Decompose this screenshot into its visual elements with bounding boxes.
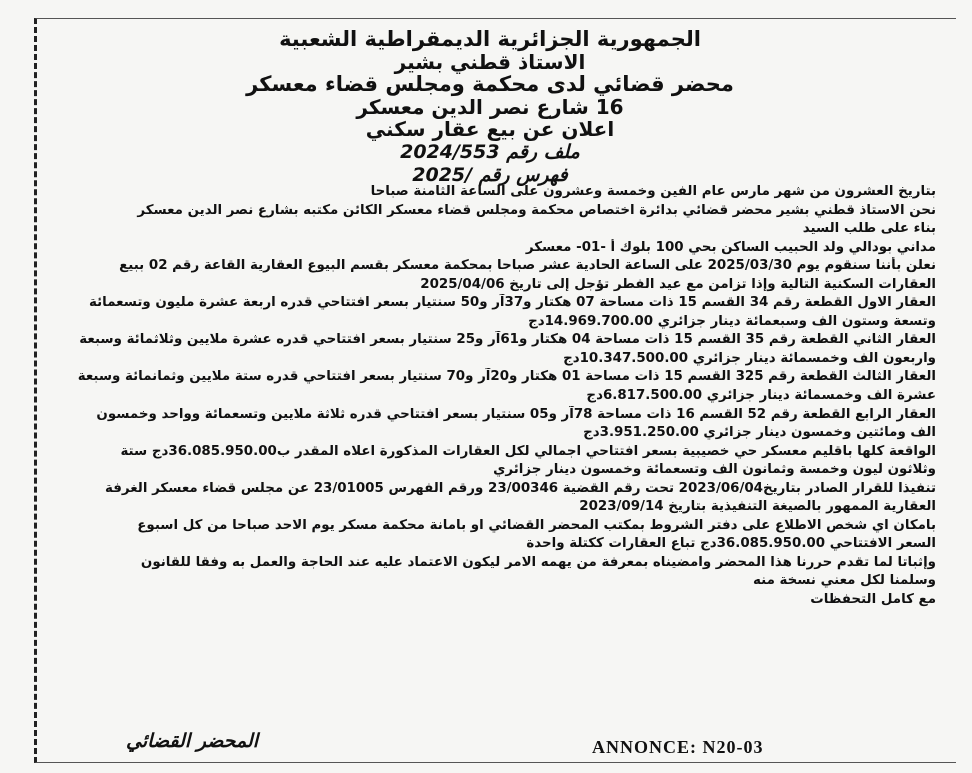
file-number: ملف رقم 2024/553 xyxy=(400,140,580,163)
notice-title: اعلان عن بيع عقار سكني xyxy=(365,117,615,142)
body-line: العقارية الممهور بالصيغة التنفيذية بتاريخ 2023/09/14 xyxy=(579,499,936,515)
body-line: العقارات السكنية التالية وإذا تزامن مع عيد الفطر تؤجل إلى تاريخ 2025/04/06 xyxy=(420,276,936,292)
body-line: مداني بودالي ولد الحبيب الساكن بحي 100 بلوك أ -01- معسكر xyxy=(525,239,936,255)
index-number: فهرس رقم /2025 xyxy=(412,163,568,186)
annonce-number: ANNONCE: N20-03 xyxy=(592,737,764,757)
bailiff-name: الاستاذ قطني بشير xyxy=(394,49,586,74)
bailiff-signature: المحضر القضائي xyxy=(126,730,258,752)
body-line: العقار الثاني القطعة رقم 35 القسم 15 ذات مساحة 04 هكتار و61آر و25 سنتيار بسعر افتتاحي قدره عشرة ملايين وثلاثمائة وسبعة xyxy=(79,332,936,348)
body-line: الف ومائتين وخمسون دينار جزائري 3.951.250.00دج xyxy=(583,425,936,441)
body-line: مع كامل التحفظات xyxy=(810,592,936,608)
body-line: العقار الرابع القطعة رقم 52 القسم 16 ذات مساحة 78آر و05 سنتيار بسعر افتتاحي قدره ثلاثة ملايين وتسعمائة وواحد وخمسون xyxy=(96,406,936,422)
body-line: وسلمنا لكل معني نسخة منه xyxy=(752,573,936,589)
bailiff-court: محضر قضائي لدى محكمة ومجلس قضاء معسكر xyxy=(246,72,734,97)
body-line: تنفيذا للقرار الصادر بتاريخ2023/06/04 تحت رقم القضية 23/00346 ورقم الفهرس 23/01005 عن مجلس قضاء معسكر الغرفة xyxy=(105,480,936,496)
body-line: وإثباتا لما تقدم حررنا هذا المحضر وامضيناه بمعرفة من يهمه الامر ليكون الاعتماد عليه عند الحاجة والعمل به وفقا للقانون xyxy=(140,554,936,570)
body-line: بناء على طلب السيد xyxy=(802,221,936,237)
body-line: السعر الافتتاحي 36.085.950.00دج تباع العقارات ككتلة واحدة xyxy=(526,536,936,552)
republic-title: الجمهورية الجزائرية الديمقراطية الشعبية xyxy=(279,27,701,51)
body-line: نحن الاستاذ قطني بشير محضر قضائي بدائرة اختصاص محكمة ومجلس قضاء معسكر الكائن مكتبه بشارع نصر الدين معسكر xyxy=(137,202,936,218)
body-line: العقار الاول القطعة رقم 34 القسم 15 ذات مساحة 07 هكتار و37آر و50 سنتيار بسعر افتتاحي قدره اربعة عشرة مليون وتسعمائة xyxy=(89,295,936,311)
body-line: الواقعة كلها باقليم معسكر حي خصيبية بسعر افتتاحي اجمالي لكل العقارات المذكورة اعلاه المقدر ب36.085.950.00دج ستة xyxy=(120,443,936,459)
body-line: وتسعة وستون الف وسبعمائة دينار جزائري 14.969.700.00دج xyxy=(528,313,936,329)
body-line: وثلاثون ليون وخمسة وثمانون الف وتسعمائة وخمسون دينار جزائري xyxy=(493,462,936,478)
body-line: نعلن بأننا سنقوم يوم 2025/03/30 على الساعة الحادية عشر صباحا بمحكمة معسكر بقسم البيوع العقارية القاعة رقم 02 ببيع xyxy=(119,258,936,274)
body-line: بتاريخ العشرون من شهر مارس عام الفين وخمسة وعشرون على الساعة الثامنة صباحا xyxy=(370,184,936,199)
body-line: واربعون الف وخمسمائة دينار جزائري 10.347.500.00دج xyxy=(563,350,936,366)
notice-body xyxy=(40,183,936,610)
office-address: 16 شارع نصر الدين معسكر xyxy=(356,94,624,119)
notice-header xyxy=(40,28,940,186)
body-line: العقار الثالث القطعة رقم 325 القسم 15 ذات مساحة 01 هكتار و20آر و70 سنتيار بسعر افتتاحي قدره ستة ملايين وثمانمائة وسبعة xyxy=(77,369,936,385)
body-line: بامكان اي شخص الاطلاع على دفتر الشروط بمكتب المحضر القضائي او بامانة محكمة مسكر يوم الاحد صباحا من كل اسبوع xyxy=(137,517,936,533)
body-line: عشرة الف وخمسمائة دينار جزائري 6.817.500.00دج xyxy=(586,388,936,404)
